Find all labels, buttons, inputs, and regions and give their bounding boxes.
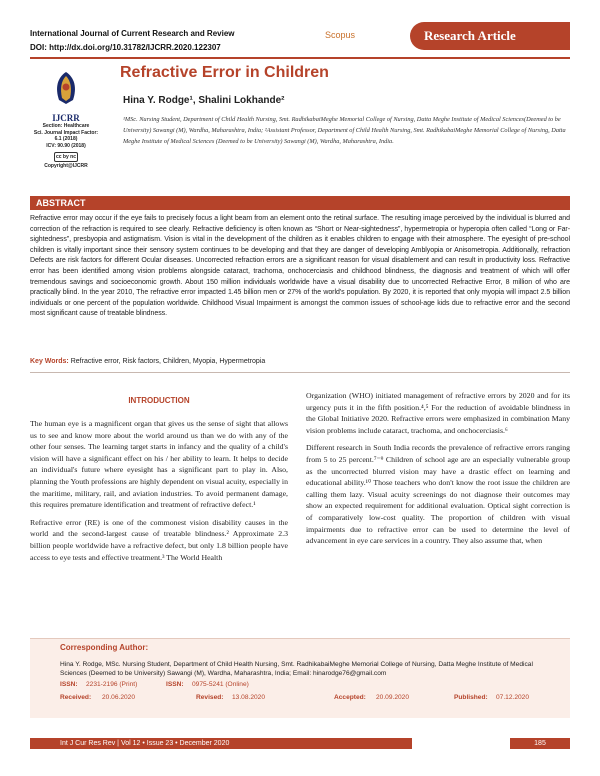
received-label: Received: [60, 694, 92, 701]
issn-label: ISSN: [166, 681, 184, 688]
introduction-heading: INTRODUCTION [128, 396, 190, 405]
issn-row [60, 681, 540, 691]
journal-logo-icon [49, 70, 83, 106]
article-title: Refractive Error in Children [120, 64, 329, 81]
published-date: 07.12.2020 [496, 694, 530, 701]
logo-section: Section: Healthcare [42, 123, 90, 129]
cc-license-icon: cc by nc [55, 154, 76, 160]
logo-name: IJCRR [52, 113, 80, 123]
dates-row [60, 694, 540, 704]
logo-impact-factor: Sci. Journal Impact Factor: 6.1 (2018) [33, 129, 99, 142]
accepted-date: 20.09.2020 [376, 694, 410, 701]
page-footer [30, 738, 570, 749]
doi-link[interactable]: DOI: http://dx.doi.org/10.31782/IJCRR.2020.122307 [30, 43, 221, 52]
published-label: Published: [454, 694, 488, 701]
author-affiliations: ¹MSc. Nursing Student, Department of Child Health Nursing, Smt. RadhikabaiMeghe Memorial College of Nursing, Datta Meghe Institute of Medical Sciences(Deemed to be University) Sawangi (M), Wardha, Maharashtra, India; ²Assistant Professor, Department of Child Health Nursing, Smt. RadhikabaiMeghe Memorial College of Nursing, Datta Meghe Institute of Medical Sciences (Deemed to be University) Sawangi (M), Wardha, Maharashtra, India. [123, 116, 566, 145]
scopus-badge: Scopus [325, 30, 356, 40]
abstract-heading: ABSTRACT [30, 196, 570, 210]
keywords-label: Key Words: [30, 358, 69, 365]
corresponding-author-panel [30, 638, 570, 718]
logo-icv: ICV: 90.90 (2018) [46, 142, 86, 149]
journal-logo-block [32, 64, 100, 170]
author-list: Hina Y. Rodge¹, Shalini Lokhande² [123, 95, 285, 106]
intro-paragraph: Refractive error (RE) is one of the commonest vision disability causes in the world and the second-largest cause of treatable blindness.² Approximate 2.3 billion people worldwide have a refractive defect, but only 1.8 billion people have access to eye tests and effective treatment.³ The World Health [30, 517, 288, 562]
issn-online: 0975-5241 (Online) [192, 681, 249, 688]
accepted-label: Accepted: [334, 694, 366, 701]
intro-paragraph: Organization (WHO) initiated management of refractive errors by 2020 and for its urgency puts it in the fifth position.⁴,⁵ For the reduction of avoidable blindness in the Global Initiative 2020. Refractive errors were emphasized in combination Many vision problems include cataract, trachoma, and onchocerciasis.⁶ [306, 391, 570, 435]
body-column-right [306, 390, 570, 632]
logo-copyright: Copyright@IJCRR [44, 163, 88, 169]
footer-citation: Int J Cur Res Rev | Vol 12 • Issue 23 • December 2020 [30, 738, 412, 749]
issn-label: ISSN: [60, 681, 78, 688]
received-date: 20.06.2020 [102, 694, 136, 701]
keywords-line [30, 358, 570, 365]
corresponding-author-details: Hina Y. Rodge, MSc. Nursing Student, Department of Child Health Nursing, Smt. RadhikabaiMeghe Memorial College of Nursing, Datta Meghe Institute of Medical Sciences (Deemed to be University) Sawangi (M), Wardha, Maharashtra, India; Email: hinarodge76@gmail.com [60, 661, 533, 677]
header-divider [30, 57, 570, 59]
body-column-left [30, 418, 288, 632]
page-number: 185 [510, 738, 570, 749]
article-type-label: Research Article [424, 28, 516, 43]
issn-print: 2231-2196 (Print) [86, 681, 138, 688]
corresponding-author-heading: Corresponding Author: [60, 643, 149, 652]
journal-name: International Journal of Current Research and Review [30, 29, 235, 38]
intro-paragraph: Different research in South India records the prevalence of refractive errors ranging from 5 to 25 percent.⁷⁻⁹ Children of school age are an especially vulnerable group as the uncorrected blurred vision may have a drastic effect on learning and educational ability.¹⁰ Those teachers who don't know the root issue the children are calling them lazy. Visual acuity screenings do not diagnose their outcomes may show an expected requirement for additional evaluation. Optical sight correction is of comparatively low-cost quality. The proportion of children with visual impairments due to refractive error can be used to determine the level of advancement in eye care services in a country. They also assume that, when [306, 443, 570, 546]
abstract-body: Refractive error may occur if the eye fails to precisely focus a light beam from an element onto the retinal surface. The resulting image perceived by the individual is blurred and correction of the refraction is required to see clearly. Refractive deficiency is often known as “Short or Near-sightedness”, hypermetropia or hyperopia often called “Long or Far-sightedness”, presbyopia and astigmatism. Vision is vital in the development of the children as it enables children to engage with their atmosphere. The eyesight of pre-school children is vitally important since their sensory system continues to be developing and that they are danger of developing Amblyopia or Anisometropia. Additionally, refraction Defects are risk factors for different Ocular diseases. Uncorrected refraction errors are a significant reason for visual disablement and can result in productivity loss. Refractive error has been identified among vision problems alongside cataract, trachoma, onchocerciasis and childhood blindness, the diagnosis and treatment of which will offer tremendous savings and socioeconomic growth. About 150 million individuals worldwide have a visual disability due to uncorrected Refractive Error, 8 million of who are practically blind. In the year 2010, The refractive error impacted 1.45 billion men or 27% of the world's population. By 2020, it is reported that only myopia will impact 2.5 billion individuals or one percent of the population worldwide. Childhood Visual Impairment is amongst the common issues of school-age kids due to refractive error and the second most significant cause of treatable blindness. [30, 215, 570, 318]
revised-label: Revised: [196, 694, 224, 701]
keywords-list: Refractive error, Risk factors, Children, Myopia, Hypermetropia [70, 358, 266, 365]
article-type-banner [410, 22, 570, 50]
revised-date: 13.08.2020 [232, 694, 266, 701]
keywords-divider [30, 372, 570, 373]
intro-paragraph: The human eye is a magnificent organ that gives us the sense of sight that allows us to see and know more about the world around us than we do with any of the other four senses. The learning target starts in infancy and the quality of a child's vision will have a significant effect on his / her ability to learn. It helps to decide an individual's future where eyesight has a significant part to play in. Also, planning the Youth professions are highly dependent on visual acuity, especially in the maritime, military, rail, and aviation industries. To avoid permanent damage, this requires premature identification and treatment of refractive defect.¹ [30, 419, 288, 510]
